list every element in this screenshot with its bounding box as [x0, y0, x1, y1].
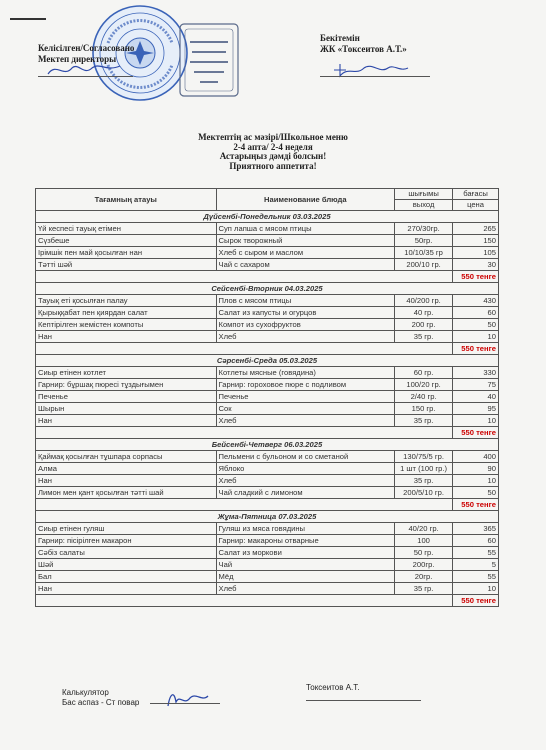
dish-yield: 10/10/35 гр [395, 247, 453, 259]
dish-price: 10 [453, 415, 499, 427]
entrepreneur-signature [330, 60, 410, 80]
dish-name-ru: Котлеты мясные (говядина) [216, 367, 395, 379]
dish-price: 10 [453, 331, 499, 343]
dish-name-kz: Қырыққабат пен қиярдан салат [36, 307, 217, 319]
dish-price: 50 [453, 319, 499, 331]
total-row [36, 427, 499, 439]
table-row [36, 535, 499, 547]
chef-signature-line [150, 703, 220, 704]
dish-price: 40 [453, 391, 499, 403]
table-row [36, 247, 499, 259]
dish-name-ru: Сырок творожный [216, 235, 395, 247]
dish-price: 55 [453, 547, 499, 559]
day-title: Сейсенбі-Вторник 04.03.2025 [36, 283, 499, 295]
dish-name-kz: Сиыр етінен котлет [36, 367, 217, 379]
dish-name-kz: Нан [36, 331, 217, 343]
table-row [36, 571, 499, 583]
dish-price: 265 [453, 223, 499, 235]
dish-price: 55 [453, 571, 499, 583]
dish-yield: 20гр. [395, 571, 453, 583]
table-row [36, 295, 499, 307]
dish-name-ru: Чай [216, 559, 395, 571]
total-spacer [36, 499, 453, 511]
dish-price: 400 [453, 451, 499, 463]
dish-name-kz: Қаймақ қосылған тұшпара сорпасы [36, 451, 217, 463]
total-row [36, 499, 499, 511]
column-header-price-ru: цена [453, 200, 499, 211]
table-row [36, 307, 499, 319]
dish-name-ru: Чай с сахаром [216, 259, 395, 271]
dish-yield: 35 гр. [395, 331, 453, 343]
dish-name-kz: Тауық еті қосылған палау [36, 295, 217, 307]
dish-name-ru: Суп лапша с мясом птицы [216, 223, 395, 235]
day-total: 550 тенге [453, 499, 499, 511]
dish-yield: 60 гр. [395, 367, 453, 379]
dish-price: 60 [453, 535, 499, 547]
dish-yield: 100 [395, 535, 453, 547]
dish-name-ru: Хлеб [216, 415, 395, 427]
table-row [36, 223, 499, 235]
dish-name-ru: Хлеб [216, 331, 395, 343]
footer-right-name: Токсеитов А.Т. [306, 683, 360, 692]
dish-yield: 2/40 гр. [395, 391, 453, 403]
dish-yield: 200 гр. [395, 319, 453, 331]
dish-name-kz: Гарнир: пісірілген макарон [36, 535, 217, 547]
table-row [36, 391, 499, 403]
table-row [36, 403, 499, 415]
dish-name-ru: Чай сладкий с лимоном [216, 487, 395, 499]
dish-name-ru: Яблоко [216, 463, 395, 475]
day-total: 550 тенге [453, 595, 499, 607]
dish-yield: 50 гр. [395, 547, 453, 559]
table-row [36, 379, 499, 391]
dish-name-kz: Лимон мен қант қосылған тәтті шай [36, 487, 217, 499]
dish-price: 430 [453, 295, 499, 307]
dish-name-kz: Бал [36, 571, 217, 583]
total-spacer [36, 427, 453, 439]
day-title: Сәрсенбі-Среда 05.03.2025 [36, 355, 499, 367]
dish-name-kz: Шырын [36, 403, 217, 415]
day-total: 550 тенге [453, 343, 499, 355]
dish-yield: 40 гр. [395, 307, 453, 319]
total-spacer [36, 595, 453, 607]
dish-yield: 130/75/5 гр. [395, 451, 453, 463]
approve-label: Бекітемін [320, 33, 360, 43]
dish-name-ru: Пельмени с бульоном и со сметаной [216, 451, 395, 463]
total-row [36, 271, 499, 283]
dish-price: 60 [453, 307, 499, 319]
table-row [36, 475, 499, 487]
table-row [36, 235, 499, 247]
top-rule [10, 18, 46, 20]
dish-price: 105 [453, 247, 499, 259]
dish-yield: 40/200 гр. [395, 295, 453, 307]
total-spacer [36, 343, 453, 355]
day-title: Дүйсенбі-Понедельник 03.03.2025 [36, 211, 499, 223]
dish-name-ru: Плов с мясом птицы [216, 295, 395, 307]
dish-price: 365 [453, 523, 499, 535]
day-title: Жұма-Пятница 07.03.2025 [36, 511, 499, 523]
dish-name-ru: Компот из сухофруктов [216, 319, 395, 331]
dish-price: 10 [453, 475, 499, 487]
calculator-label: Калькулятор [62, 688, 109, 697]
dish-yield: 270/30гр. [395, 223, 453, 235]
dish-name-kz: Печенье [36, 391, 217, 403]
dish-name-kz: Нан [36, 583, 217, 595]
dish-price: 10 [453, 583, 499, 595]
total-row [36, 595, 499, 607]
day-total: 550 тенге [453, 271, 499, 283]
column-header-yield-kz: шығымы [395, 189, 453, 200]
dish-yield: 1 шт (100 гр.) [395, 463, 453, 475]
column-header-ru: Наименование блюда [216, 189, 395, 211]
director-label: Мектеп директоры [38, 54, 117, 64]
table-row [36, 259, 499, 271]
dish-name-kz: Сиыр етінен гуляш [36, 523, 217, 535]
menu-week: 2-4 апта/ 2-4 неделя [233, 141, 313, 152]
chef-label: Бас аспаз - Ст повар [62, 698, 140, 707]
dish-yield: 200/10 гр. [395, 259, 453, 271]
menu-table [35, 188, 499, 607]
dish-price: 75 [453, 379, 499, 391]
dish-yield: 100/20 гр. [395, 379, 453, 391]
dish-name-kz: Нан [36, 415, 217, 427]
table-row [36, 583, 499, 595]
dish-name-kz: Кептірілген жемістен компоты [36, 319, 217, 331]
dish-name-ru: Гарнир: гороховое пюре с подливом [216, 379, 395, 391]
dish-yield: 200/5/10 гр. [395, 487, 453, 499]
dish-name-kz: Шәй [36, 559, 217, 571]
dish-name-kz: Ірімшік пен май қосылған нан [36, 247, 217, 259]
dish-name-kz: Үй кеспесі тауық етімен [36, 223, 217, 235]
day-header-row [36, 355, 499, 367]
column-header-kz: Тағамның атауы [36, 189, 217, 211]
dish-price: 90 [453, 463, 499, 475]
footer-right-line [306, 700, 421, 701]
table-row [36, 367, 499, 379]
dish-name-ru: Печенье [216, 391, 395, 403]
agreed-label: Келісілген/Согласовано [38, 43, 135, 53]
column-header-price-kz: бағасы [453, 189, 499, 200]
total-row [36, 343, 499, 355]
dish-price: 150 [453, 235, 499, 247]
right-seal-stamp [178, 22, 240, 98]
total-spacer [36, 271, 453, 283]
dish-yield: 50гр. [395, 235, 453, 247]
dish-name-kz: Гарнир: бұршақ пюресі тұздығымен [36, 379, 217, 391]
dish-name-ru: Сок [216, 403, 395, 415]
dish-name-kz: Алма [36, 463, 217, 475]
dish-name-kz: Нан [36, 475, 217, 487]
dish-name-ru: Гуляш из мяса говядины [216, 523, 395, 535]
day-header-row [36, 211, 499, 223]
director-signature [44, 60, 124, 80]
table-row [36, 559, 499, 571]
dish-yield: 40/20 гр. [395, 523, 453, 535]
dish-name-kz: Тәтті шәй [36, 259, 217, 271]
dish-name-ru: Хлеб с сыром и маслом [216, 247, 395, 259]
dish-yield: 200гр. [395, 559, 453, 571]
table-row [36, 487, 499, 499]
table-row [36, 319, 499, 331]
dish-price: 95 [453, 403, 499, 415]
dish-price: 330 [453, 367, 499, 379]
entrepreneur-signature-line [320, 76, 430, 77]
director-signature-line [38, 76, 133, 77]
dish-yield: 150 гр. [395, 403, 453, 415]
table-row [36, 547, 499, 559]
dish-name-ru: Гарнир: макароны отварные [216, 535, 395, 547]
dish-price: 50 [453, 487, 499, 499]
dish-price: 30 [453, 259, 499, 271]
table-row [36, 523, 499, 535]
dish-name-ru: Салат из капусты и огурцов [216, 307, 395, 319]
menu-title: Мектептің ас мәзірі/Школьное меню [198, 132, 348, 142]
dish-yield: 35 гр. [395, 415, 453, 427]
dish-name-kz: Сүзбеше [36, 235, 217, 247]
dish-price: 5 [453, 559, 499, 571]
menu-body [36, 211, 499, 607]
dish-name-ru: Салат из моркови [216, 547, 395, 559]
table-row [36, 415, 499, 427]
dish-yield: 35 гр. [395, 583, 453, 595]
dish-name-ru: Хлеб [216, 583, 395, 595]
table-row [36, 463, 499, 475]
day-title: Бейсенбі-Четверг 06.03.2025 [36, 439, 499, 451]
dish-name-kz: Сәбіз салаты [36, 547, 217, 559]
column-header-yield-ru: выход [395, 200, 453, 211]
chef-signature [162, 688, 212, 710]
greeting-kz: Астарыңыз дәмді болсын! [219, 151, 327, 161]
day-header-row [36, 511, 499, 523]
entrepreneur-label: ЖК «Токсеитов А.Т.» [320, 44, 407, 54]
greeting-ru: Приятного аппетита! [229, 160, 317, 171]
day-header-row [36, 439, 499, 451]
footer-left [62, 688, 139, 708]
approval-block-right [320, 33, 407, 55]
day-total: 550 тенге [453, 427, 499, 439]
day-header-row [36, 283, 499, 295]
dish-name-ru: Мёд [216, 571, 395, 583]
table-row [36, 451, 499, 463]
table-row [36, 331, 499, 343]
dish-yield: 35 гр. [395, 475, 453, 487]
dish-name-ru: Хлеб [216, 475, 395, 487]
menu-title-block [0, 133, 546, 171]
